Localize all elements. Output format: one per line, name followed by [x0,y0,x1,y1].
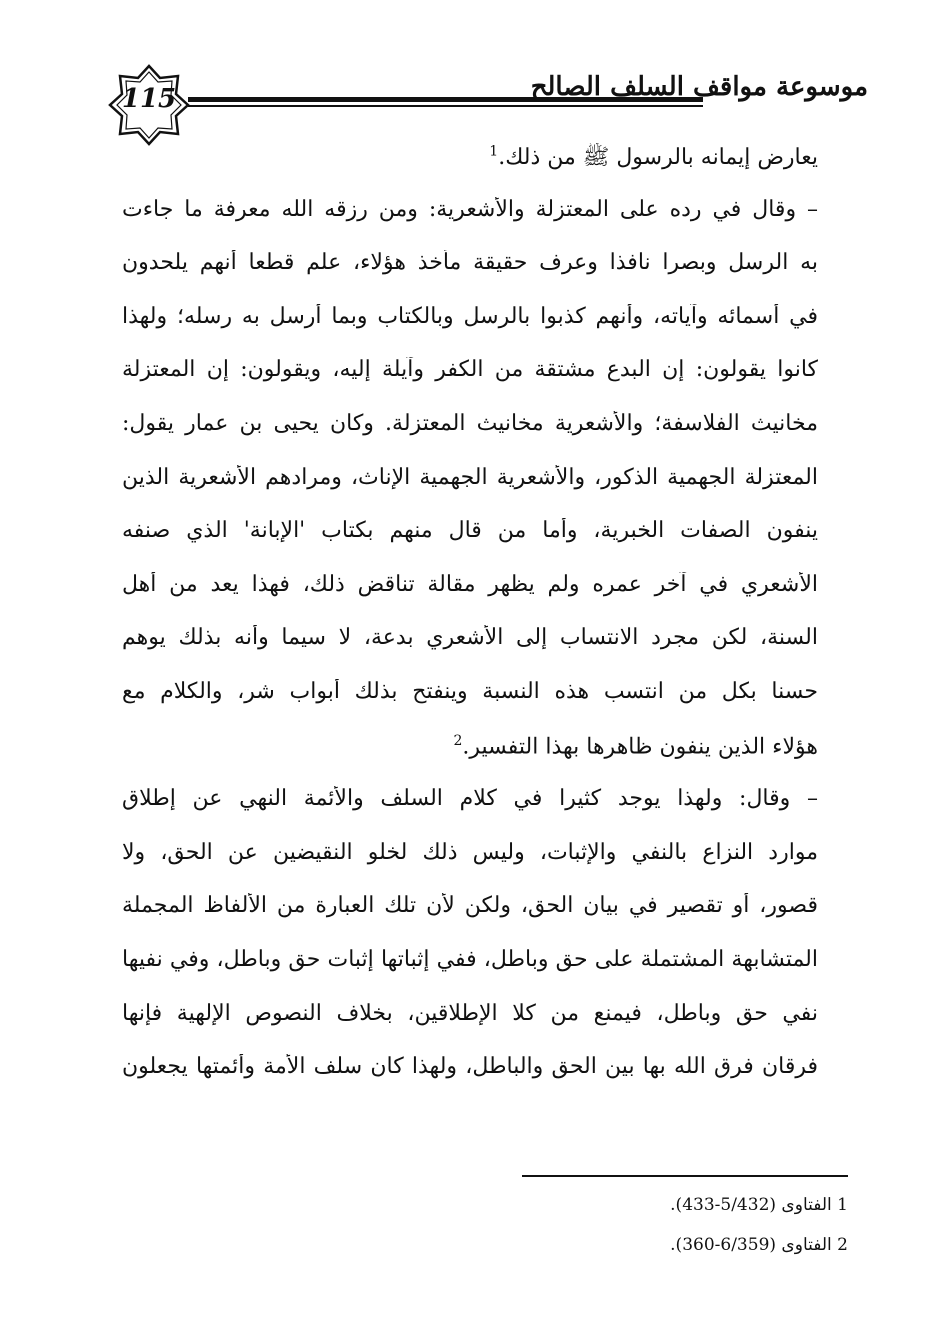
footnote-2 [348,1235,848,1255]
text-line [122,733,818,773]
line-text: هؤلاء الذين ينفون ظاهرها بهذا التفسير. [462,733,818,759]
line-text: فرقان فرق الله بها بين الحق والباطل، ولهذا كان سلف الأمة وأئمتها يجعلون [122,1054,818,1080]
line-text: حسنا بكل من انتسب هذه النسبة وينفتح بذلك أبواب شر، والكلام مع [122,679,818,704]
text-line [122,411,818,451]
line-text: به الرسل وبصرا نافذا وعرف حقيقة مأخذ هؤلاء، علم قطعا أنهم يلحدون [122,250,818,276]
line-text: الأشعري في آخر عمره ولم يظهر مقالة تناقض ذلك، فهذا يعد من أهل [122,571,818,597]
footnote-text: الفتاوى (5/432-433). [670,1195,832,1215]
running-head-book-title: موسوعة مواقف السلف الصالح [530,72,868,102]
footnote-1 [348,1195,848,1215]
line-text: المتشابهة المشتملة على حق وباطل، ففي إثباتها إثبات حق وباطل، وفي نفيها [122,947,818,972]
text-line [122,1054,818,1094]
line-text: في أسمائه وآياته، وأنهم كذبوا بالرسل وبالكتاب وبما أرسل به رسله؛ ولهذا [122,303,818,329]
footnote-separator [522,1175,848,1177]
text-line [122,947,818,987]
page-number: 115 [121,84,177,114]
footnote-number: 1 [837,1195,848,1215]
text-line [122,893,818,933]
line-text: يعارض إيمانه بالرسول ﷺ من ذلك. [498,145,818,170]
text-line [122,840,818,880]
text-line [122,679,818,719]
line-text: ينفون الصفات الخبرية، وأما من قال منهم بكتاب 'الإبانة' الذي صنفه [122,518,818,544]
line-text: موارد النزاع بالنفي والإثبات، وليس ذلك لخلو النقيضين عن الحق، ولا [122,839,818,865]
line-text: المعتزلة الجهمية الذكور، والأشعرية الجهمية الإناث، ومرادهم الأشعرية الذين [122,464,818,490]
footnote-reference[interactable]: 2 [453,732,463,749]
text-line [122,518,818,558]
text-line [122,786,818,826]
line-text: نفي حق وباطل، فيمنع من كلا الإطلاقين، بخلاف النصوص الإلهية فإنها [122,1000,818,1026]
footnote-number: 2 [837,1235,848,1255]
line-text: قصور، أو تقصير في بيان الحق، ولكن لأن تلك العبارة من الألفاظ المجملة [122,893,818,919]
text-line [122,465,818,505]
text-line [122,625,818,665]
page-number-badge [108,64,190,146]
line-text: كانوا يقولون: إن البدع مشتقة من الكفر وآيلة إليه، ويقولون: إن المعتزلة [122,357,818,383]
page-header [108,64,868,146]
text-line [122,572,818,612]
text-line [122,143,818,183]
footnote-reference[interactable]: 1 [489,143,499,160]
text-line [122,197,818,237]
line-text: مخانيث الفلاسفة؛ والأشعرية مخانيث المعتزلة. وكان يحيى بن عمار يقول: [122,411,818,436]
text-line [122,357,818,397]
text-line [122,304,818,344]
text-line [122,1001,818,1041]
line-text: – وقال في رده على المعتزلة والأشعرية: ومن رزقه الله معرفة ما جاءت [122,196,818,222]
text-line [122,250,818,290]
line-text: السنة، لكن مجرد الانتساب إلى الأشعري بدعة، لا سيما وأنه بذلك يوهم [122,625,818,651]
footnote-text: الفتاوى (6/359-360). [670,1235,832,1255]
line-text: – وقال: ولهذا يوجد كثيرا في كلام السلف والأئمة النهي عن إطلاق [122,786,818,812]
